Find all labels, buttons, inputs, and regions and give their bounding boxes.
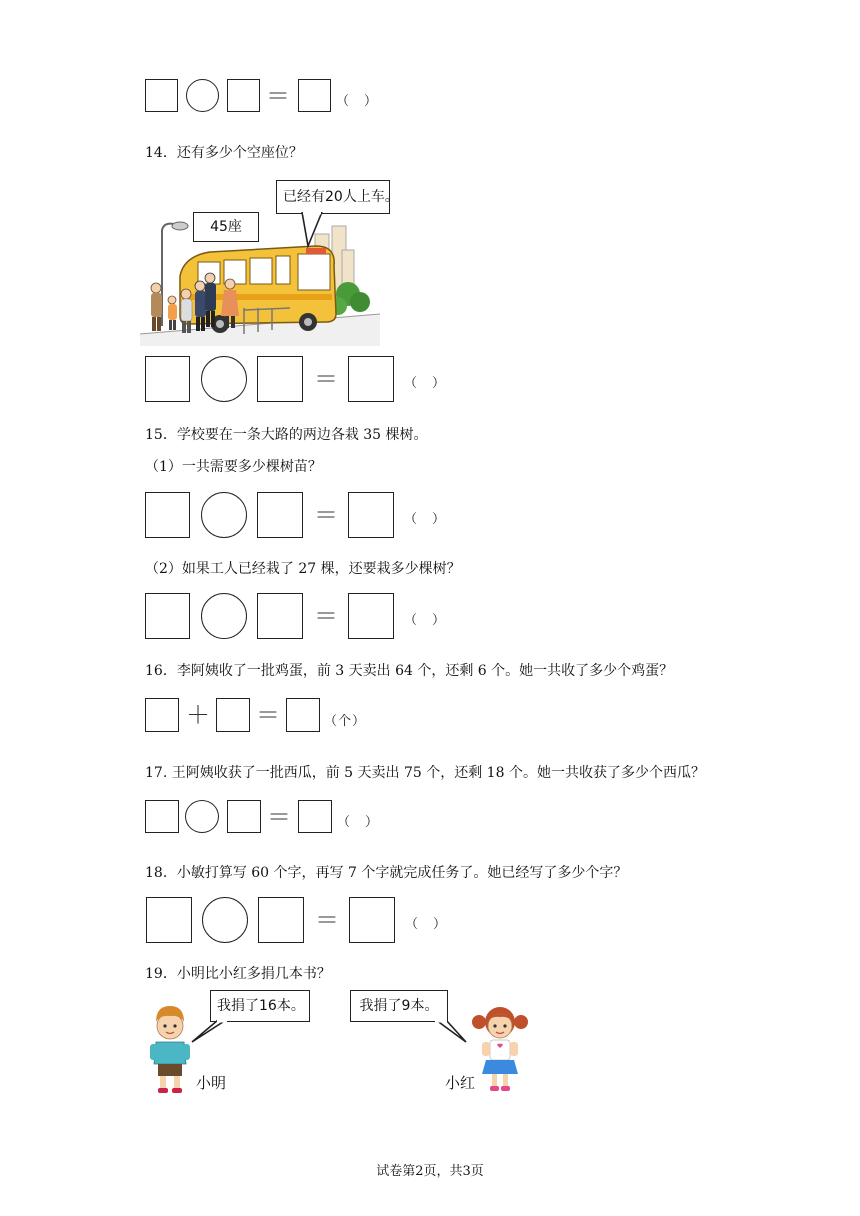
bus-speech-bubble: 已经有20人上车。 bbox=[276, 180, 390, 214]
equals-sign: ＝ bbox=[314, 501, 338, 529]
operator-circle[interactable] bbox=[185, 800, 219, 833]
answer-box[interactable] bbox=[257, 356, 303, 402]
operator-circle[interactable] bbox=[201, 356, 247, 402]
question-19-text: 19．小明比小红多捐几本书？ bbox=[145, 966, 331, 982]
answer-box[interactable] bbox=[145, 356, 190, 402]
unit-parentheses[interactable]: （ ） bbox=[405, 917, 448, 932]
equals-sign: ＝ bbox=[314, 365, 338, 393]
answer-box[interactable] bbox=[227, 800, 261, 833]
answer-box[interactable] bbox=[257, 492, 303, 538]
operator-circle[interactable] bbox=[201, 593, 247, 639]
question-15-part-1: （1）一共需要多少棵树苗？ bbox=[145, 459, 322, 475]
question-15-part-2: （2）如果工人已经栽了 27 棵，还要栽多少棵树？ bbox=[145, 561, 461, 577]
question-17-text: 17. 王阿姨收获了一批西瓜，前 5 天卖出 75 个，还剩 18 个。她一共收获了多少个西瓜？ bbox=[145, 765, 705, 781]
question-16-text: 16．李阿姨收了一批鸡蛋，前 3 天卖出 64 个，还剩 6 个。她一共收了多少个鸡蛋？ bbox=[145, 663, 674, 679]
plus-sign: ＋ bbox=[186, 701, 210, 729]
operator-circle[interactable] bbox=[202, 897, 248, 943]
speech-pointer bbox=[190, 1020, 230, 1046]
answer-box[interactable] bbox=[145, 698, 179, 732]
speech-pointer bbox=[298, 212, 328, 248]
boy-illustration bbox=[148, 1004, 192, 1096]
answer-box[interactable] bbox=[146, 897, 192, 943]
equals-sign: ＝ bbox=[266, 82, 290, 110]
answer-box[interactable] bbox=[145, 492, 190, 538]
unit-parentheses[interactable]: （ ） bbox=[404, 613, 447, 628]
equals-sign: ＝ bbox=[314, 602, 338, 630]
question-14-text: 14．还有多少个空座位？ bbox=[145, 145, 303, 161]
answer-box[interactable] bbox=[348, 356, 394, 402]
answer-box[interactable] bbox=[145, 593, 190, 639]
boy-name-label: 小明 bbox=[196, 1074, 227, 1092]
equals-sign: ＝ bbox=[315, 906, 339, 934]
answer-box[interactable] bbox=[349, 897, 395, 943]
answer-box[interactable] bbox=[257, 593, 303, 639]
question-15-text: 15．学校要在一条大路的两边各栽 35 棵树。 bbox=[145, 427, 428, 443]
operator-circle[interactable] bbox=[201, 492, 247, 538]
equals-sign: ＝ bbox=[256, 701, 280, 729]
unit-parentheses[interactable]: （ ） bbox=[337, 815, 380, 830]
seat-count-sign: 45座 bbox=[193, 212, 259, 242]
answer-box[interactable] bbox=[348, 492, 394, 538]
unit-parentheses[interactable]: （ ） bbox=[404, 376, 447, 391]
equals-sign: ＝ bbox=[267, 803, 291, 831]
answer-box[interactable] bbox=[348, 593, 394, 639]
answer-box[interactable] bbox=[145, 800, 179, 833]
unit-parentheses[interactable]: （ ） bbox=[336, 94, 379, 109]
page-footer: 试卷第2页，共3页 bbox=[376, 1164, 484, 1179]
answer-box[interactable] bbox=[216, 698, 250, 732]
answer-box[interactable] bbox=[145, 79, 178, 112]
girl-illustration bbox=[470, 1000, 530, 1096]
answer-box[interactable] bbox=[258, 897, 304, 943]
boy-speech-bubble: 我捐了16本。 bbox=[210, 990, 310, 1022]
girl-name-label: 小红 bbox=[445, 1074, 476, 1092]
answer-box[interactable] bbox=[298, 800, 332, 833]
unit-parentheses[interactable]: （ ） bbox=[404, 512, 447, 527]
answer-box[interactable] bbox=[298, 79, 331, 112]
girl-speech-bubble: 我捐了9本。 bbox=[350, 990, 448, 1022]
answer-box[interactable] bbox=[227, 79, 260, 112]
speech-pointer bbox=[430, 1020, 470, 1046]
operator-circle[interactable] bbox=[186, 79, 219, 112]
question-18-text: 18．小敏打算写 60 个字，再写 7 个字就完成任务了。她已经写了多少个字？ bbox=[145, 865, 628, 881]
answer-box[interactable] bbox=[286, 698, 320, 732]
unit-label: （个） bbox=[324, 714, 367, 729]
